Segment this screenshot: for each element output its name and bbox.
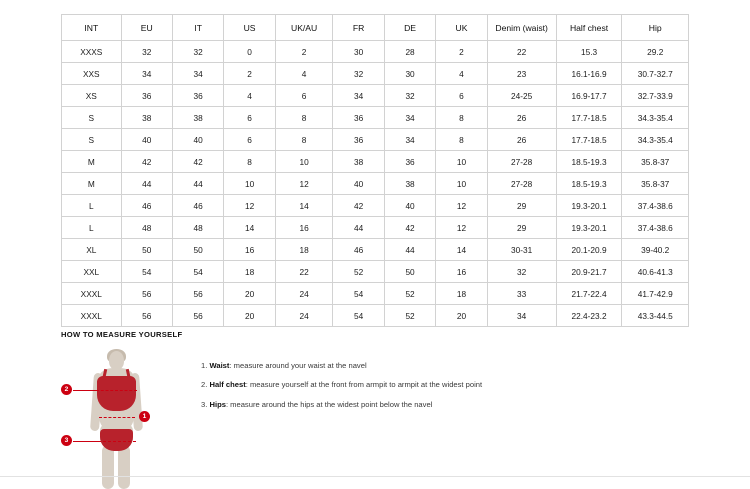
cell-it: 32 (172, 41, 223, 63)
cell-half-chest: 16.9-17.7 (556, 85, 622, 107)
cell-fr: 44 (333, 217, 384, 239)
figure-garment-top (97, 376, 136, 411)
cell-de: 36 (384, 151, 435, 173)
table-row (62, 63, 689, 85)
cell-denim-waist: 33 (487, 283, 556, 305)
measure-step-waist (201, 361, 701, 371)
measure-step-hips (201, 400, 701, 410)
cell-int: XXS (62, 63, 122, 85)
cell-denim-waist: 29 (487, 195, 556, 217)
cell-eu: 46 (121, 195, 172, 217)
cell-hip: 29.2 (622, 41, 689, 63)
cell-half-chest: 16.1-16.9 (556, 63, 622, 85)
cell-ukau: 8 (275, 107, 333, 129)
cell-fr: 36 (333, 129, 384, 151)
cell-uk: 10 (436, 173, 487, 195)
cell-uk: 2 (436, 41, 487, 63)
cell-ukau: 24 (275, 283, 333, 305)
cell-hip: 35.8-37 (622, 151, 689, 173)
step-label: Hips (209, 399, 226, 409)
column-header-hip: Hip (622, 15, 689, 41)
cell-hip: 41.7-42.9 (622, 283, 689, 305)
figure-right-leg (118, 445, 130, 489)
cell-fr: 40 (333, 173, 384, 195)
cell-fr: 54 (333, 283, 384, 305)
cell-half-chest: 18.5-19.3 (556, 173, 622, 195)
cell-int: XXL (62, 261, 122, 283)
step-text: : measure around the hips at the widest point below the navel (225, 399, 433, 409)
table-row (62, 217, 689, 239)
cell-de: 38 (384, 173, 435, 195)
cell-hip: 30.7-32.7 (622, 63, 689, 85)
cell-denim-waist: 26 (487, 129, 556, 151)
hip-leader-line (73, 441, 99, 442)
table-row (62, 261, 689, 283)
half-chest-leader-line (73, 390, 98, 391)
cell-it: 40 (172, 129, 223, 151)
cell-us: 14 (224, 217, 275, 239)
female-body-illustration (64, 349, 149, 489)
cell-us: 6 (224, 129, 275, 151)
cell-us: 10 (224, 173, 275, 195)
cell-eu: 50 (121, 239, 172, 261)
cell-eu: 36 (121, 85, 172, 107)
cell-hip: 40.6-41.3 (622, 261, 689, 283)
table-row (62, 85, 689, 107)
cell-fr: 54 (333, 305, 384, 327)
table-row (62, 283, 689, 305)
cell-int: S (62, 107, 122, 129)
table-row (62, 239, 689, 261)
cell-ukau: 16 (275, 217, 333, 239)
size-chart-table (61, 14, 689, 327)
cell-it: 56 (172, 305, 223, 327)
cell-hip: 37.4-38.6 (622, 217, 689, 239)
cell-int: L (62, 217, 122, 239)
step-number: 3. (201, 399, 208, 409)
cell-eu: 38 (121, 107, 172, 129)
how-to-measure-section (61, 330, 701, 489)
column-header-fr: FR (333, 15, 384, 41)
cell-hip: 35.8-37 (622, 173, 689, 195)
cell-hip: 39-40.2 (622, 239, 689, 261)
cell-denim-waist: 29 (487, 217, 556, 239)
cell-int: S (62, 129, 122, 151)
cell-half-chest: 20.9-21.7 (556, 261, 622, 283)
cell-hip: 34.3-35.4 (622, 129, 689, 151)
cell-eu: 56 (121, 283, 172, 305)
cell-hip: 37.4-38.6 (622, 195, 689, 217)
column-header-denim-waist: Denim (waist) (487, 15, 556, 41)
how-to-measure-title: HOW TO MEASURE YOURSELF (61, 330, 183, 339)
cell-int: XL (62, 239, 122, 261)
measure-step-half-chest (201, 380, 701, 390)
cell-half-chest: 17.7-18.5 (556, 129, 622, 151)
cell-de: 40 (384, 195, 435, 217)
cell-fr: 46 (333, 239, 384, 261)
cell-de: 28 (384, 41, 435, 63)
cell-uk: 4 (436, 63, 487, 85)
cell-us: 20 (224, 283, 275, 305)
marker-badge-half-chest: 2 (61, 384, 72, 395)
cell-int: M (62, 151, 122, 173)
cell-half-chest: 18.5-19.3 (556, 151, 622, 173)
cell-half-chest: 19.3-20.1 (556, 195, 622, 217)
cell-int: XS (62, 85, 122, 107)
cell-uk: 18 (436, 283, 487, 305)
cell-eu: 40 (121, 129, 172, 151)
cell-uk: 14 (436, 239, 487, 261)
cell-denim-waist: 22 (487, 41, 556, 63)
cell-ukau: 2 (275, 41, 333, 63)
cell-eu: 54 (121, 261, 172, 283)
column-header-de: DE (384, 15, 435, 41)
cell-eu: 42 (121, 151, 172, 173)
step-number: 2. (201, 380, 208, 390)
cell-de: 34 (384, 107, 435, 129)
cell-denim-waist: 23 (487, 63, 556, 85)
cell-int: XXXS (62, 41, 122, 63)
table-row (62, 41, 689, 63)
cell-it: 38 (172, 107, 223, 129)
table-row (62, 195, 689, 217)
cell-it: 50 (172, 239, 223, 261)
cell-de: 34 (384, 129, 435, 151)
cell-ukau: 12 (275, 173, 333, 195)
cell-eu: 32 (121, 41, 172, 63)
cell-int: L (62, 195, 122, 217)
cell-it: 36 (172, 85, 223, 107)
cell-fr: 30 (333, 41, 384, 63)
column-header-uk: UK (436, 15, 487, 41)
cell-us: 0 (224, 41, 275, 63)
cell-de: 52 (384, 283, 435, 305)
cell-us: 16 (224, 239, 275, 261)
marker-badge-hips: 3 (61, 435, 72, 446)
cell-ukau: 24 (275, 305, 333, 327)
step-number: 1. (201, 361, 208, 370)
table-header-row (62, 15, 689, 41)
cell-int: XXXL (62, 305, 122, 327)
cell-us: 4 (224, 85, 275, 107)
cell-denim-waist: 34 (487, 305, 556, 327)
column-header-int: INT (62, 15, 122, 41)
cell-denim-waist: 27-28 (487, 151, 556, 173)
cell-it: 46 (172, 195, 223, 217)
cell-eu: 34 (121, 63, 172, 85)
cell-uk: 8 (436, 107, 487, 129)
footer-divider (0, 476, 750, 477)
cell-ukau: 18 (275, 239, 333, 261)
cell-denim-waist: 24-25 (487, 85, 556, 107)
cell-ukau: 14 (275, 195, 333, 217)
cell-denim-waist: 26 (487, 107, 556, 129)
table-row (62, 107, 689, 129)
half-chest-measure-line (96, 390, 137, 391)
cell-us: 8 (224, 151, 275, 173)
marker-badge-waist: 1 (139, 411, 150, 422)
measure-steps-list (201, 349, 701, 419)
step-label: Waist (209, 361, 230, 370)
cell-uk: 6 (436, 85, 487, 107)
table-row (62, 173, 689, 195)
cell-us: 6 (224, 107, 275, 129)
cell-ukau: 4 (275, 63, 333, 85)
cell-fr: 36 (333, 107, 384, 129)
cell-fr: 52 (333, 261, 384, 283)
cell-fr: 32 (333, 63, 384, 85)
cell-uk: 20 (436, 305, 487, 327)
cell-hip: 32.7-33.9 (622, 85, 689, 107)
cell-int: XXXL (62, 283, 122, 305)
cell-it: 42 (172, 151, 223, 173)
cell-half-chest: 22.4-23.2 (556, 305, 622, 327)
cell-us: 12 (224, 195, 275, 217)
column-header-half-chest: Half chest (556, 15, 622, 41)
cell-de: 52 (384, 305, 435, 327)
step-text: : measure around your waist at the navel (229, 361, 367, 370)
cell-it: 34 (172, 63, 223, 85)
cell-it: 44 (172, 173, 223, 195)
cell-half-chest: 21.7-22.4 (556, 283, 622, 305)
table-row (62, 151, 689, 173)
cell-uk: 8 (436, 129, 487, 151)
cell-denim-waist: 30-31 (487, 239, 556, 261)
cell-it: 56 (172, 283, 223, 305)
cell-uk: 12 (436, 195, 487, 217)
cell-hip: 34.3-35.4 (622, 107, 689, 129)
cell-ukau: 6 (275, 85, 333, 107)
cell-fr: 34 (333, 85, 384, 107)
cell-us: 20 (224, 305, 275, 327)
cell-half-chest: 17.7-18.5 (556, 107, 622, 129)
cell-half-chest: 20.1-20.9 (556, 239, 622, 261)
figure-head (109, 351, 124, 370)
cell-uk: 10 (436, 151, 487, 173)
cell-de: 32 (384, 85, 435, 107)
cell-fr: 38 (333, 151, 384, 173)
column-header-eu: EU (121, 15, 172, 41)
column-header-us: US (224, 15, 275, 41)
waist-measure-line (99, 417, 135, 418)
column-header-it: IT (172, 15, 223, 41)
column-header-ukau: UK/AU (275, 15, 333, 41)
cell-hip: 43.3-44.5 (622, 305, 689, 327)
cell-us: 18 (224, 261, 275, 283)
cell-de: 42 (384, 217, 435, 239)
table-row (62, 305, 689, 327)
size-chart-container (61, 14, 689, 327)
cell-de: 44 (384, 239, 435, 261)
cell-denim-waist: 27-28 (487, 173, 556, 195)
cell-uk: 12 (436, 217, 487, 239)
how-to-measure-body (61, 349, 701, 489)
cell-de: 50 (384, 261, 435, 283)
cell-ukau: 10 (275, 151, 333, 173)
hip-measure-line (98, 441, 136, 442)
table-row (62, 129, 689, 151)
cell-eu: 44 (121, 173, 172, 195)
cell-denim-waist: 32 (487, 261, 556, 283)
cell-half-chest: 15.3 (556, 41, 622, 63)
cell-half-chest: 19.3-20.1 (556, 217, 622, 239)
cell-ukau: 8 (275, 129, 333, 151)
cell-de: 30 (384, 63, 435, 85)
cell-ukau: 22 (275, 261, 333, 283)
step-label: Half chest (209, 380, 246, 390)
cell-uk: 16 (436, 261, 487, 283)
body-figure-container (61, 349, 201, 489)
figure-left-leg (102, 445, 114, 489)
cell-eu: 56 (121, 305, 172, 327)
cell-us: 2 (224, 63, 275, 85)
cell-eu: 48 (121, 217, 172, 239)
step-text: : measure yourself at the front from armpit to armpit at the widest point (245, 380, 483, 390)
cell-fr: 42 (333, 195, 384, 217)
cell-it: 54 (172, 261, 223, 283)
cell-int: M (62, 173, 122, 195)
cell-it: 48 (172, 217, 223, 239)
